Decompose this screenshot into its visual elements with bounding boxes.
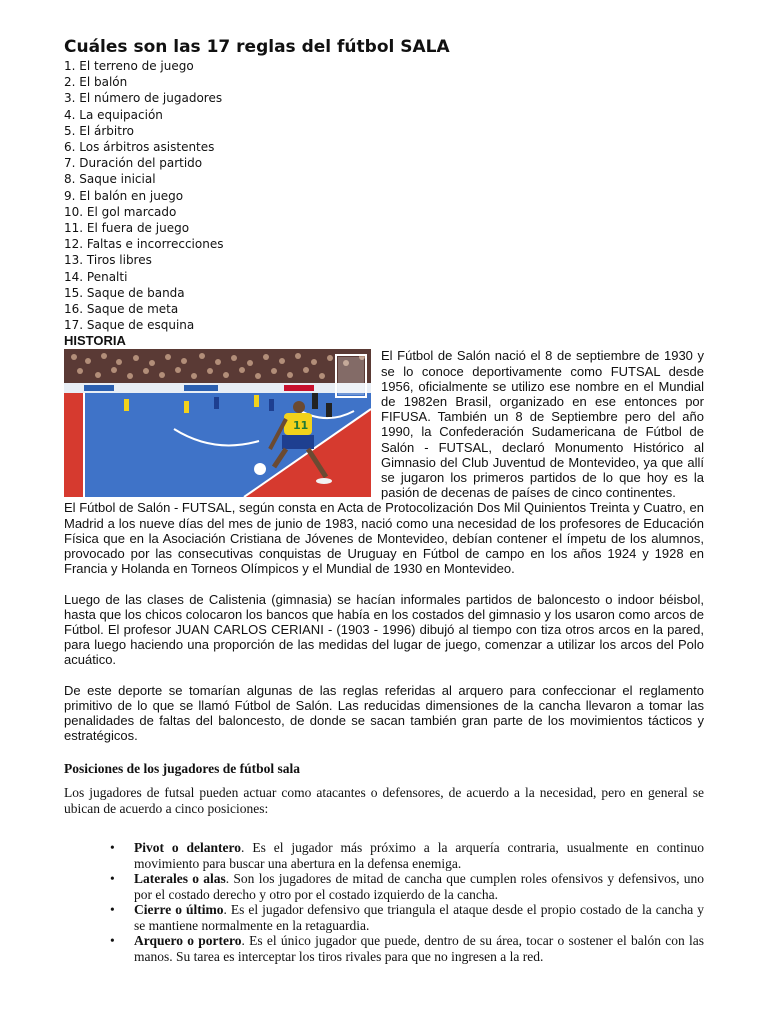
page-title: Cuáles son las 17 reglas del fútbol SALA	[64, 37, 450, 57]
bullet-icon: •	[110, 933, 115, 949]
position-description: . Son los jugadores de mitad de cancha que cumplen roles ofensivos y defensivos, uno por el costado derecho y otro por el costado izquierdo de la cancha.	[134, 871, 704, 902]
list-item: 10. El gol marcado	[64, 204, 177, 219]
rules-list	[64, 58, 704, 333]
list-item: 2. El balón	[64, 75, 128, 90]
history-paragraph: De este deporte se tomarían algunas de las reglas referidas al arquero para confeccionar el reglamento primitivo de lo que se llamó Fútbol de Salón. Las reducidas dimensiones de la cancha llevaron a tomar las penalidades de faltas del baloncesto, de donde se sacan también gran parte de los movimientos tácticos y estratégicos.	[64, 682, 704, 744]
document-page	[64, 36, 704, 964]
list-item	[110, 933, 704, 964]
positions-intro: Los jugadores de futsal pueden actuar como atacantes o defensores, de acuerdo a la necesidad, pero en general se ubican de acuerdo a cinco posiciones:	[64, 785, 704, 816]
list-item: 11. El fuera de juego	[64, 221, 190, 236]
history-paragraph: El Fútbol de Salón nació el 8 de septiembre de 1930 y se lo conoce deportivamente como FUTSAL desde 1956, oficialmente se utilizo ese nombre en el Mundial de 1982en Brasil, organizado en ese entonces por FIFUSA. También un 8 de Septiembre pero del año 1990, la Confederación Sudamericana de Fútbol de Salón - FUTSAL, declaró Monumento Histórico al Gimnasio del Club Juventud de Montevideo, ya que allí se jugaron los primeros partidos de lo que hoy es la pasión de decenas de países de cinco continentes.	[381, 348, 704, 501]
bullet-icon: •	[110, 871, 115, 887]
list-item: 5. El árbitro	[64, 123, 134, 138]
list-item: 8. Saque inicial	[64, 172, 156, 187]
list-item: 7. Duración del partido	[64, 156, 203, 171]
positions-heading: Posiciones de los jugadores de fútbol sala	[64, 761, 301, 777]
bullet-icon: •	[110, 840, 115, 856]
history-heading: HISTORIA	[64, 333, 126, 349]
bullet-icon: •	[110, 902, 115, 918]
position-name: Laterales o alas	[134, 871, 226, 887]
history-section	[64, 348, 704, 743]
list-item	[110, 840, 704, 871]
list-item: 9. El balón en juego	[64, 188, 184, 203]
list-item	[110, 902, 704, 933]
svg-text:11: 11	[293, 419, 309, 433]
history-paragraph: Luego de las clases de Calistenia (gimnasia) se hacían informales partidos de baloncesto o indoor béisbol, hasta que los chicos colocaron los bancos que había en los costados del gimnasio y los usaron como arcos de Fútbol. El profesor JUAN CARLOS CERIANI - (1903 - 1996) dibujó al tiempo con tiza otros arcos en la pared, para luego haciendo una proporción de las medidas del lugar de juego, comenzar a utilizar los arcos del Polo acuático.	[64, 591, 704, 668]
list-item: 1. El terreno de juego	[64, 59, 194, 73]
list-item: 14. Penalti	[64, 269, 128, 284]
position-description: . Es el único jugador que puede, dentro de su área, tocar o sostener el balón con las manos. Su tarea es interceptar los tiros rivales para que no ingresen a la red.	[134, 933, 704, 964]
position-description: . Es el jugador más próximo a la arquería contraria, usualmente en continuo movimiento para buscar una abertura en la defensa enemiga.	[134, 840, 704, 871]
list-item: 15. Saque de banda	[64, 285, 185, 300]
position-name: Arquero o portero	[134, 933, 242, 949]
positions-list	[64, 840, 704, 964]
list-item: 4. La equipación	[64, 107, 163, 122]
position-name: Pivot o delantero	[134, 840, 242, 856]
list-item: 16. Saque de meta	[64, 302, 179, 317]
list-item	[110, 871, 704, 902]
position-name: Cierre o último	[134, 902, 224, 918]
list-item: 3. El número de jugadores	[64, 91, 223, 106]
history-paragraph: El Fútbol de Salón - FUTSAL, según consta en Acta de Protocolización Dos Mil Quinientos Treinta y Cuatro, en Madrid a los nueve días del mes de junio de 1983, nació como una necesidad de los profesores de Educación Física que en la Asociación Cristiana de Jóvenes de Montevideo, debían contener el ímpetu de los alumnos, provocado por las consecutivas conquistas de Uruguay en Fútbol de campo en los años 1924 y 1928 en Francia y Holanda en Torneos Olímpicos y el Mundial de 1930 en Montevideo.	[64, 500, 704, 577]
list-item: 6. Los árbitros asistentes	[64, 140, 215, 155]
list-item: 17. Saque de esquina	[64, 318, 195, 333]
futsal-photo	[64, 349, 371, 497]
list-item: 12. Faltas e incorrecciones	[64, 237, 224, 252]
position-description: . Es el jugador defensivo que triangula el ataque desde el propio costado de la cancha y se mantiene normalmente en la retaguardia.	[134, 902, 704, 933]
list-item: 13. Tiros libres	[64, 253, 152, 268]
